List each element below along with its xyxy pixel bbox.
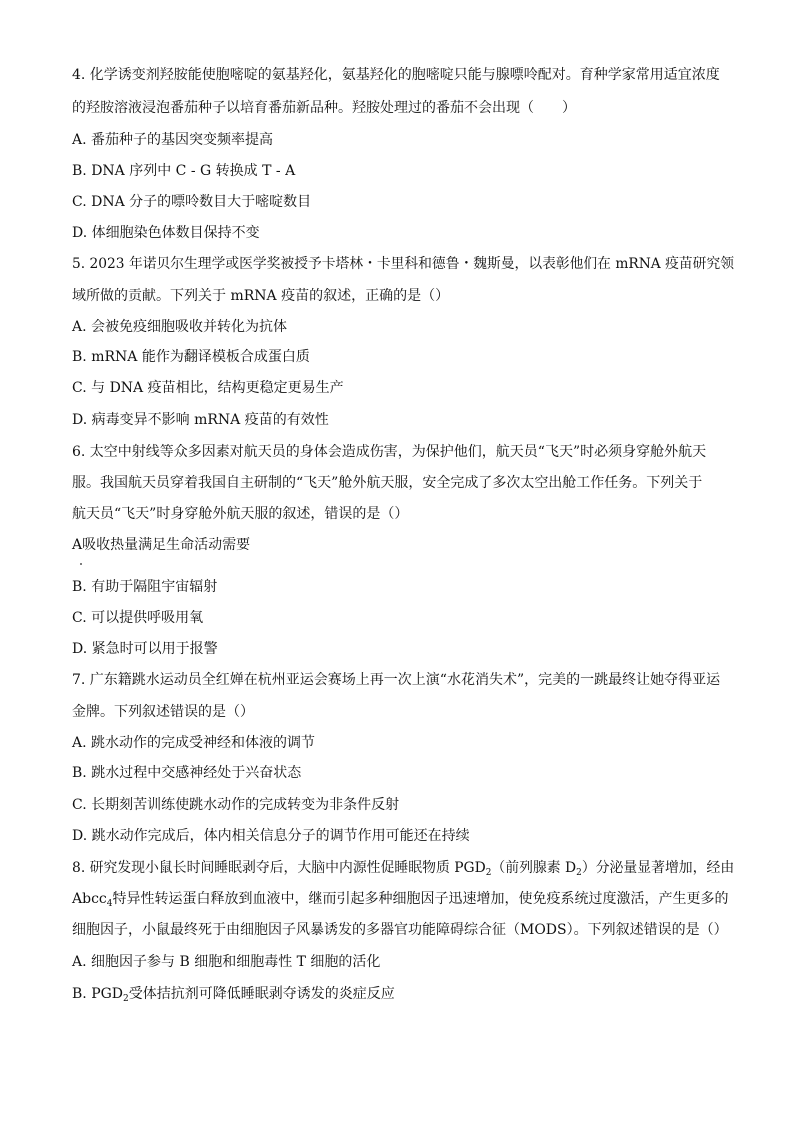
q5-stem-line1: 5. 2023 年诺贝尔生理学或医学奖被授予卡塔林・卡里科和德鲁・魏斯曼，以表彰他们在 mRNA 疫苗研究领 <box>72 256 734 272</box>
q7-option-d: D. 跳水动作完成后，体内相关信息分子的调节作用可能还在持续 <box>72 828 470 844</box>
q8-optb-part2: 受体拮抗剂可降低睡眠剥夺诱发的炎症反应 <box>128 986 395 1002</box>
q6-option-a: A吸收热量满足生命活动需要 <box>72 537 251 553</box>
q8-abcc4-subscript: 4 <box>106 899 113 909</box>
q6-stem-line2: 服。我国航天员穿着我国自主研制的“飞天”舱外航天服，安全完成了多次太空出舱工作任务。下列关于 <box>72 475 703 491</box>
q4-option-d: D. 体细胞染色体数目保持不变 <box>72 225 260 241</box>
scan-dot <box>80 563 82 565</box>
q8-line2-part2: 特异性转运蛋白释放到血液中，继而引起多种细胞因子迅速增加，使免疫系统过度激活，产生更多的 <box>112 891 729 907</box>
q7-option-a: A. 跳水动作的完成受神经和体液的调节 <box>72 735 316 751</box>
q5-stem-line2: 域所做的贡献。下列关于 mRNA 疫苗的叙述，正确的是（） <box>72 288 450 304</box>
q7-stem-line2: 金牌。下列叙述错误的是（） <box>72 704 254 720</box>
q5-option-c: C. 与 DNA 疫苗相比，结构更稳定更易生产 <box>72 380 344 396</box>
q4-stem-line2: 的羟胺溶液浸泡番茄种子以培育番茄新品种。羟胺处理过的番茄不会出现（ ） <box>72 100 576 116</box>
q4-option-a: A. 番茄种子的基因突变频率提高 <box>72 132 274 148</box>
q8-stem-line2 <box>72 889 729 914</box>
q7-option-c: C. 长期刻苦训练使跳水动作的完成转变为非条件反射 <box>72 797 400 813</box>
q4-stem-line1: 4. 化学诱变剂羟胺能使胞嘧啶的氨基羟化，氨基羟化的胞嘧啶只能与腺嘌呤配对。育种学家常用适宜浓度 <box>72 67 720 83</box>
q8-line1-part2: （前列腺素 D <box>491 860 577 876</box>
q6-option-b: B. 有助于隔阻宇宙辐射 <box>72 579 218 595</box>
q7-option-b: B. 跳水过程中交感神经处于兴奋状态 <box>72 765 302 781</box>
q8-optb-part1: B. PGD <box>72 986 124 1002</box>
q8-line1-part3: ）分泌量显著增加，经由 <box>581 860 735 876</box>
q6-stem-line1: 6. 太空中射线等众多因素对航天员的身体会造成伤害，为保护他们，航天员“飞天”时必须身穿舱外航天 <box>72 444 707 460</box>
q6-stem-line3: 航天员“飞天”时身穿舱外航天服的叙述，错误的是（） <box>72 506 409 522</box>
q8-line2-part1: Abcc <box>72 891 107 907</box>
q8-line1-part1: 8. 研究发现小鼠长时间睡眠剥夺后，大脑中内源性促睡眠物质 PGD <box>72 860 486 876</box>
q5-option-d: D. 病毒变异不影响 mRNA 疫苗的有效性 <box>72 412 329 428</box>
q7-stem-line1: 7. 广东籍跳水运动员全红婵在杭州亚运会赛场上再一次上演“水花消失术”，完美的一跳最终让她夺得亚运 <box>72 672 721 688</box>
q6-option-c: C. 可以提供呼吸用氧 <box>72 610 204 626</box>
q8-stem-line1 <box>72 858 734 883</box>
q8-optb-subscript: 2 <box>123 994 129 1004</box>
q5-option-b: B. mRNA 能作为翻译模板合成蛋白质 <box>72 349 310 365</box>
q4-option-b: B. DNA 序列中 C - G 转换成 T - A <box>72 163 296 179</box>
q5-option-a: A. 会被免疫细胞吸收并转化为抗体 <box>72 319 288 335</box>
q8-option-a: A. 细胞因子参与 B 细胞和细胞毒性 T 细胞的活化 <box>72 954 381 970</box>
q8-d2-subscript: 2 <box>576 868 582 878</box>
q8-pgd2-subscript: 2 <box>485 868 492 878</box>
q8-option-b <box>72 984 395 1009</box>
q6-option-d: D. 紧急时可以用于报警 <box>72 641 218 657</box>
q4-option-c: C. DNA 分子的嘌呤数目大于嘧啶数目 <box>72 194 312 210</box>
q8-stem-line3: 细胞因子，小鼠最终死于由细胞因子风暴诱发的多器官功能障碍综合征（MODS）。下列叙述错误的是（） <box>72 922 728 938</box>
